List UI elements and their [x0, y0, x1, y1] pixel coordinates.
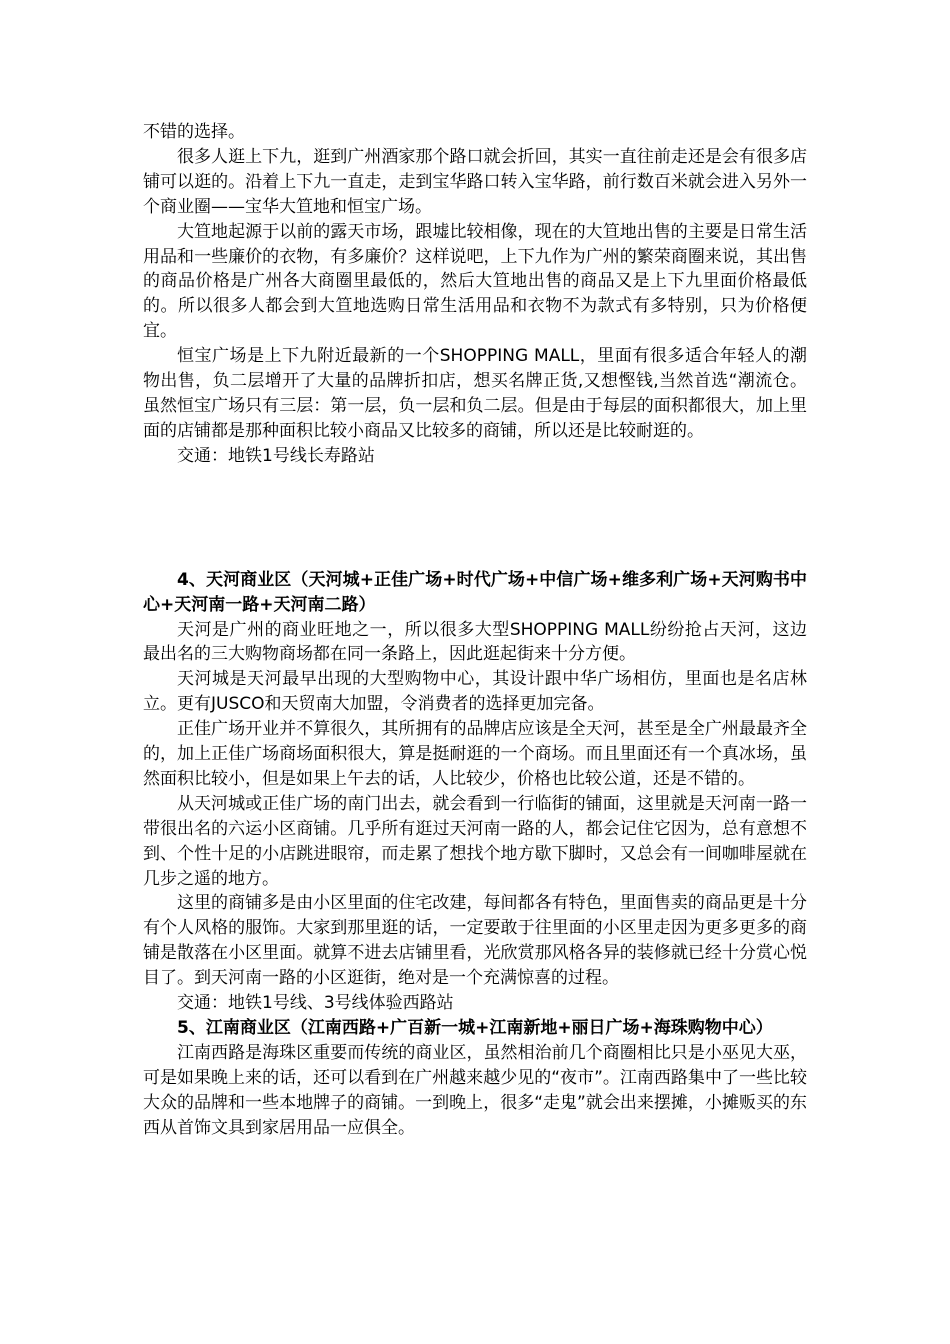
- section-spacer: [143, 469, 807, 568]
- paragraph: 天河城是天河最早出现的大型购物中心，其设计跟中华广场相仿，里面也是名店林立。更有JUSCO和天贸南大加盟，令消费者的选择更加完备。: [143, 669, 807, 715]
- section-heading: 5、江南商业区（江南西路+广百新一城+江南新地+丽日广场+海珠购物中心）: [177, 1018, 773, 1038]
- paragraph: 这里的商铺多是由小区里面的住宅改建，每间都各有特色，里面售卖的商品更是十分有个人风格的服饰。大家到那里逛的话，一定要敢于往里面的小区里走因为更多更多的商铺是散落在小区里面。就算不进去店铺里看，光欣赏那风格各异的装修就已经十分赏心悦目了。到天河南一路的小区逛街，绝对是一个充满惊喜的过程。: [143, 893, 807, 989]
- transport-note: 交通：地铁1号线、3号线体验西路站: [177, 993, 454, 1014]
- transport-note: 交通：地铁1号线长寿路站: [177, 445, 375, 466]
- paragraph: 大笪地起源于以前的露天市场，跟墟比较相像，现在的大笪地出售的主要是日常生活用品和一些廉价的衣物，有多廉价？这样说吧，上下九作为广州的繁荣商圈来说，其出售的商品价格是广州各大商圈里最低的，然后大笪地出售的商品又是上下九里面价格最低的。所以很多人都会到大笪地选购日常生活用品和衣物不为款式有多特别，只为价格便宜。: [143, 221, 807, 342]
- paragraph: 从天河城或正佳广场的南门出去，就会看到一行临街的铺面，这里就是天河南一路一带很出名的六运小区商铺。几乎所有逛过天河南一路的人，都会记住它因为，总有意想不到、个性十足的小店跳进眼帘，而走累了想找个地方歇下脚时，又总会有一间咖啡屋就在几步之遥的地方。: [143, 793, 807, 889]
- paragraph: 天河是广州的商业旺地之一，所以很多大型SHOPPING MALL纷纷抢占天河，这边最出名的三大购物商场都在同一条路上，因此逛起街来十分方便。: [143, 619, 807, 665]
- section-heading: 4、天河商业区（天河城+正佳广场+时代广场+中信广场+维多利广场+天河购书中心+天河南一路+天河南二路）: [143, 569, 807, 615]
- paragraph: 恒宝广场是上下九附近最新的一个SHOPPING MALL，里面有很多适合年轻人的潮物出售，负二层增开了大量的品牌折扣店，想买名牌正货,又想慳钱,当然首选“潮流仓。虽然恒宝广场只有三层：第一层，负一层和负二层。但是由于每层的面积都很大，加上里面的店铺都是那种面积比较小商品又比较多的商铺，所以还是比较耐逛的。: [143, 346, 807, 441]
- paragraph: 不错的选择。: [143, 122, 245, 142]
- paragraph: 江南西路是海珠区重要而传统的商业区，虽然相治前几个商圈相比只是小巫见大巫，可是如果晚上来的话，还可以看到在广州越来越少见的“夜市”。江南西路集中了一些比较大众的品牌和一些本地牌子的商铺。一到晚上，很多“走鬼”就会出来摆摊，小摊贩买的东西从首饰文具到家居用品一应俱全。: [143, 1042, 807, 1138]
- document-page: [143, 120, 807, 1141]
- paragraph: 正佳广场开业并不算很久，其所拥有的品牌店应该是全天河，甚至是全广州最最齐全的，加上正佳广场商场面积很大，算是挺耐逛的一个商场。而且里面还有一个真冰场，虽然面积比较小，但是如果上午去的话，人比较少，价格也比较公道，还是不错的。: [143, 719, 807, 789]
- paragraph: 很多人逛上下九，逛到广州酒家那个路口就会折回，其实一直往前走还是会有很多店铺可以逛的。沿着上下九一直走，走到宝华路口转入宝华路，前行数百米就会进入另外一个商业圈——宝华大笪地和恒宝广场。: [143, 146, 807, 217]
